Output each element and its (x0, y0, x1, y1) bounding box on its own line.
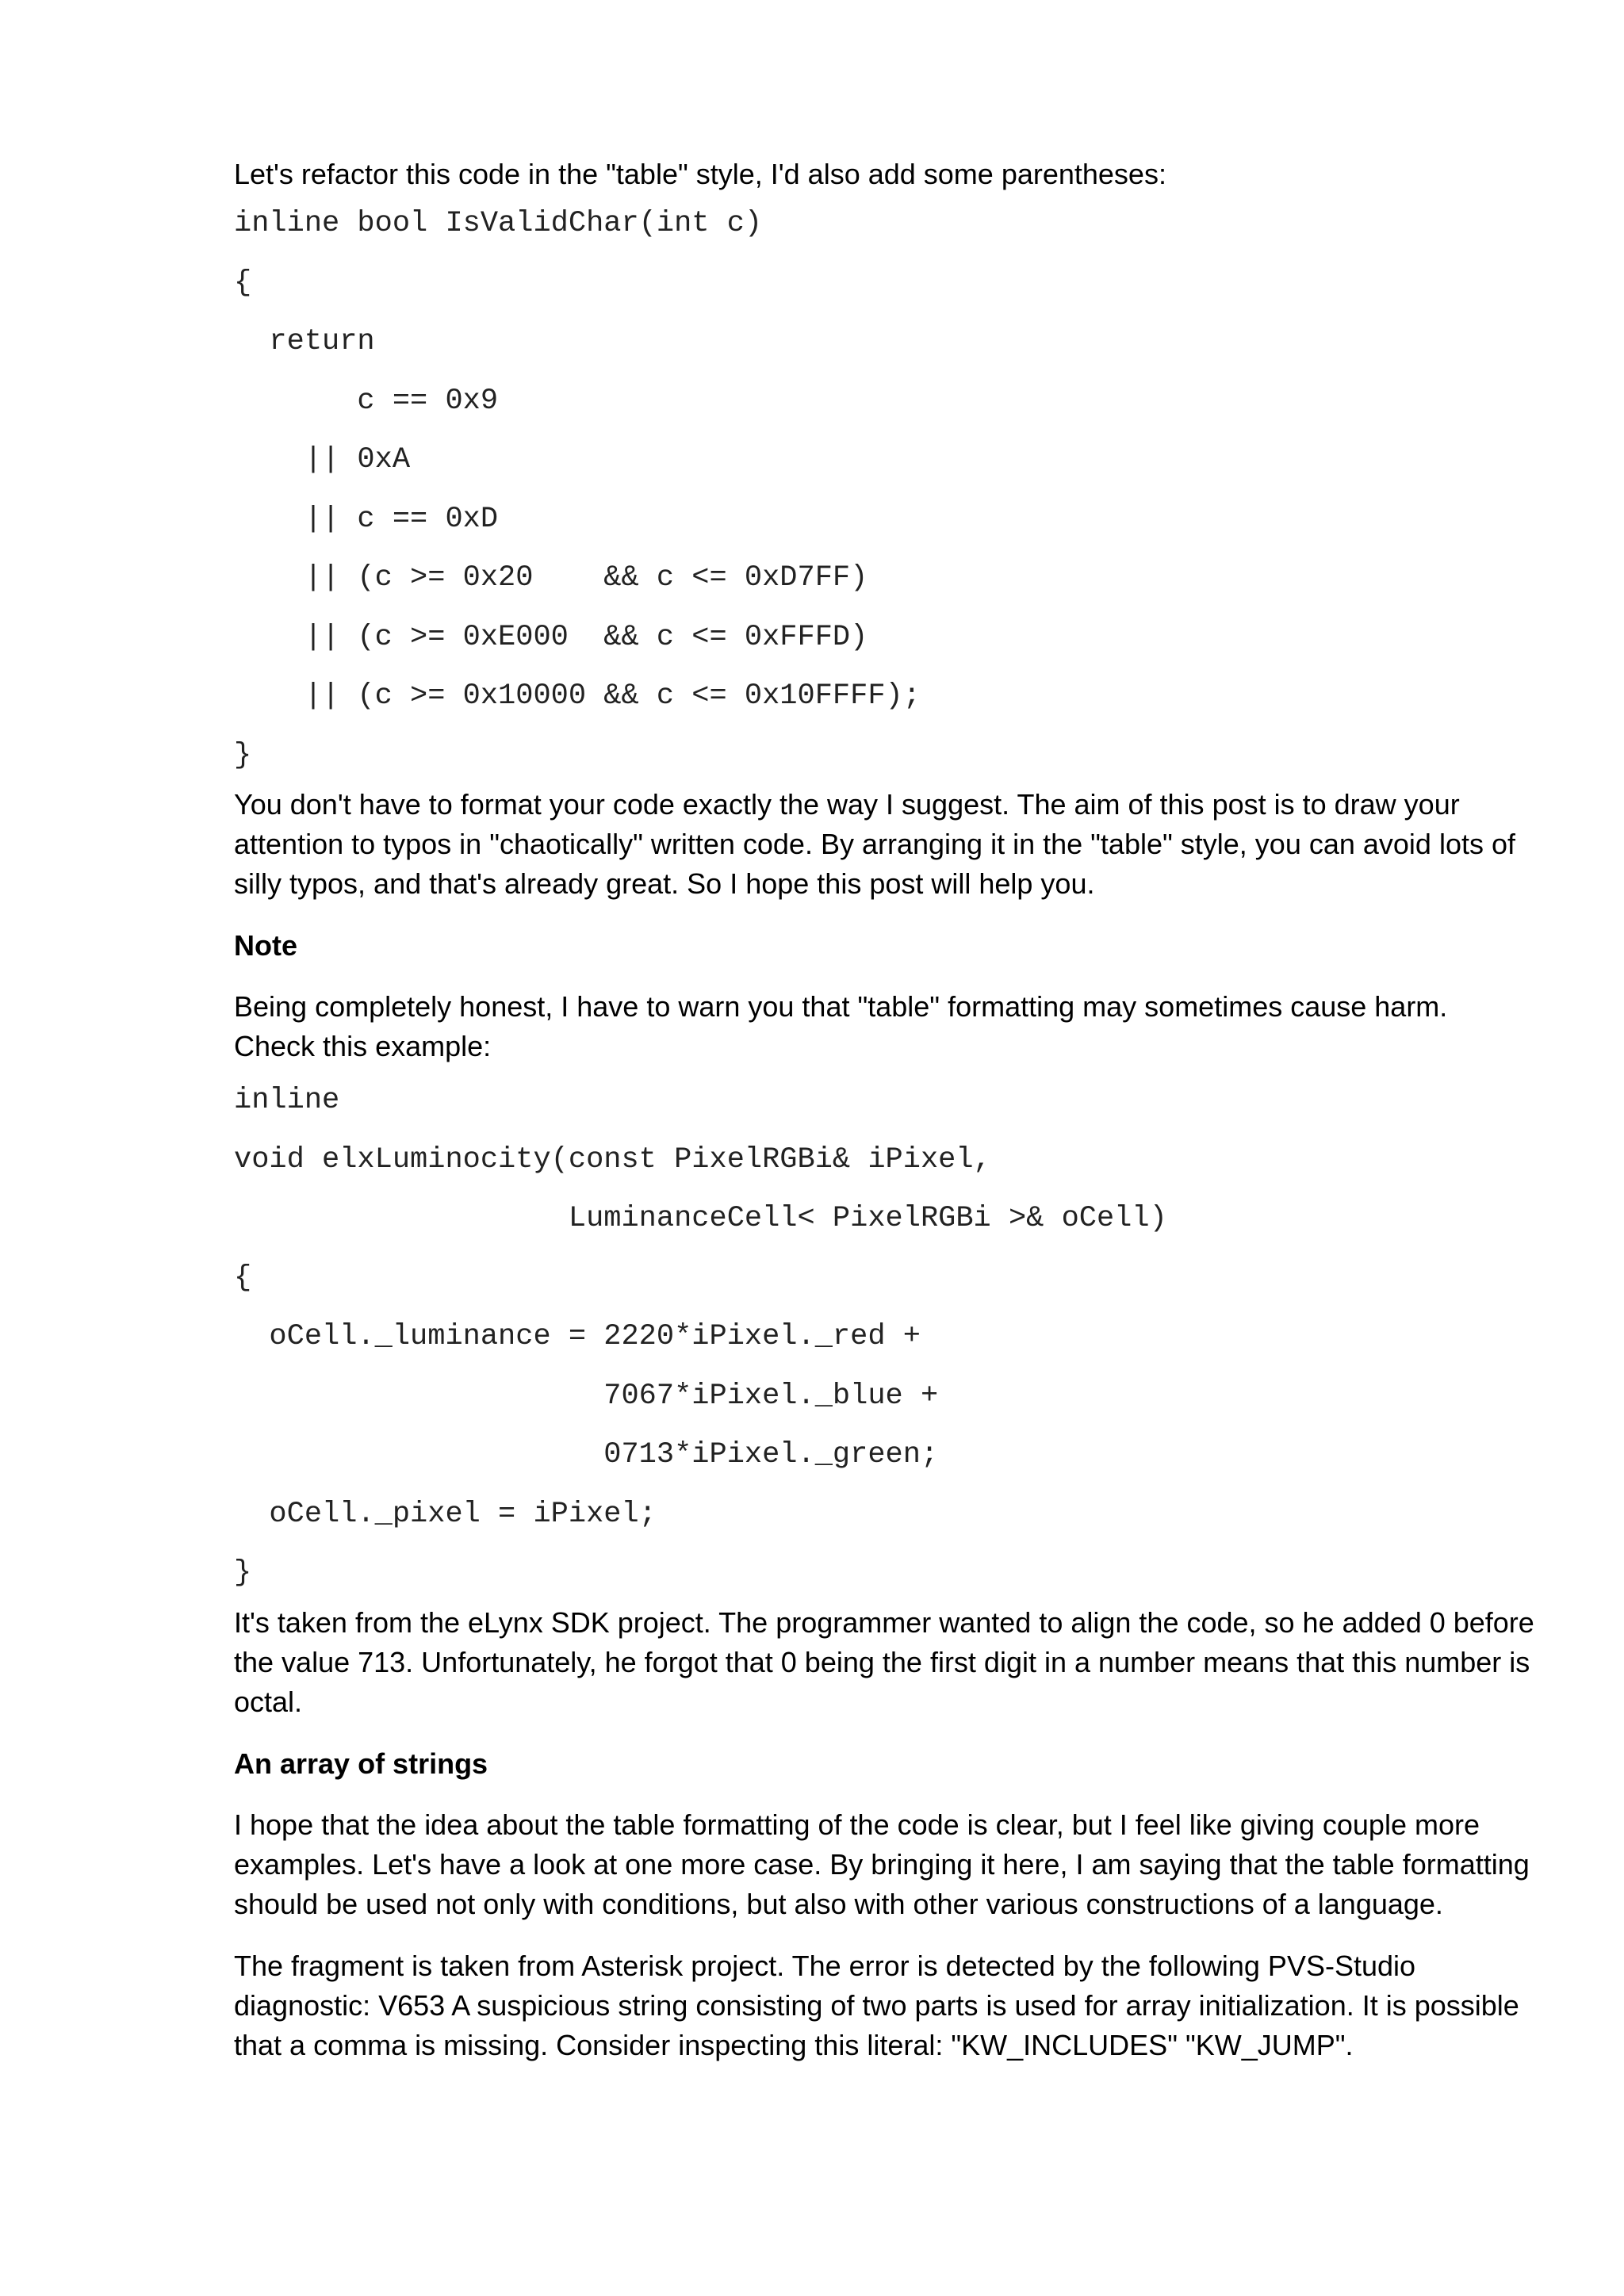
document-page (234, 155, 1534, 2065)
paragraph-warning: Being completely honest, I have to warn you that "table" formatting may sometimes cause harm. Check this example: (234, 990, 1448, 1062)
paragraph-formatting: You don't have to format your code exactly the way I suggest. The aim of this post is to draw your attention to typos in "chaotically" written code. By arranging it in the "table" style, you can avoid lots of silly typos, and that's already great. So I hope this post will help you. (234, 788, 1515, 900)
code-line: c == 0x9 (234, 384, 499, 418)
code-line: } (234, 1556, 252, 1590)
code-line: oCell._pixel = iPixel; (234, 1497, 657, 1531)
code-line: inline (234, 1084, 340, 1117)
code-line: } (234, 738, 252, 772)
paragraph-elynx: It's taken from the eLynx SDK project. The programmer wanted to align the code, so he added 0 before the value 713. Unfortunately, he forgot that 0 being the first digit in a number means that this number is octal. (234, 1605, 1534, 1718)
code-line: || c == 0xD (234, 502, 499, 536)
code-line: || (c >= 0xE000 && c <= 0xFFFD) (234, 620, 868, 654)
code-line: inline bool IsValidChar(int c) (234, 207, 763, 240)
code-line: || (c >= 0x20 && c <= 0xD7FF) (234, 561, 868, 595)
heading-array-of-strings: An array of strings (234, 1747, 488, 1780)
heading-note: Note (234, 929, 297, 962)
code-line: || (c >= 0x10000 && c <= 0x10FFFF); (234, 679, 921, 713)
code-block-luminocity (234, 1071, 1534, 1603)
code-line: oCell._luminance = 2220*iPixel._red + (234, 1320, 921, 1353)
code-line: { (234, 1261, 252, 1295)
paragraph-table-formatting: I hope that the idea about the table formatting of the code is clear, but I feel like giving couple more examples. Let's have a look at one more case. By bringing it here, I am saying that the table formatting should be used not only with conditions, but also with other various constructions of a language. (234, 1808, 1530, 1920)
intro-paragraph: Let's refactor this code in the "table" style, I'd also add some parentheses: (234, 158, 1166, 190)
code-line: void elxLuminocity(const PixelRGBi& iPixel, (234, 1142, 991, 1177)
code-line: || 0xA (234, 443, 411, 476)
code-line: return (234, 325, 375, 358)
paragraph-asterisk: The fragment is taken from Asterisk project. The error is detected by the following PVS-Studio diagnostic: V653 A suspicious string consisting of two parts is used for array initialization. It is possible that a comma is missing. Consider inspecting this literal: "KW_INCLUDES" "KW_JUMP". (234, 1949, 1519, 2061)
code-line: LuminanceCell< PixelRGBi >& oCell) (234, 1202, 1167, 1235)
code-line: 7067*iPixel._blue + (234, 1379, 939, 1413)
code-line: { (234, 266, 252, 300)
code-block-isvalidchar (234, 194, 1534, 785)
code-line: 0713*iPixel._green; (234, 1438, 939, 1471)
